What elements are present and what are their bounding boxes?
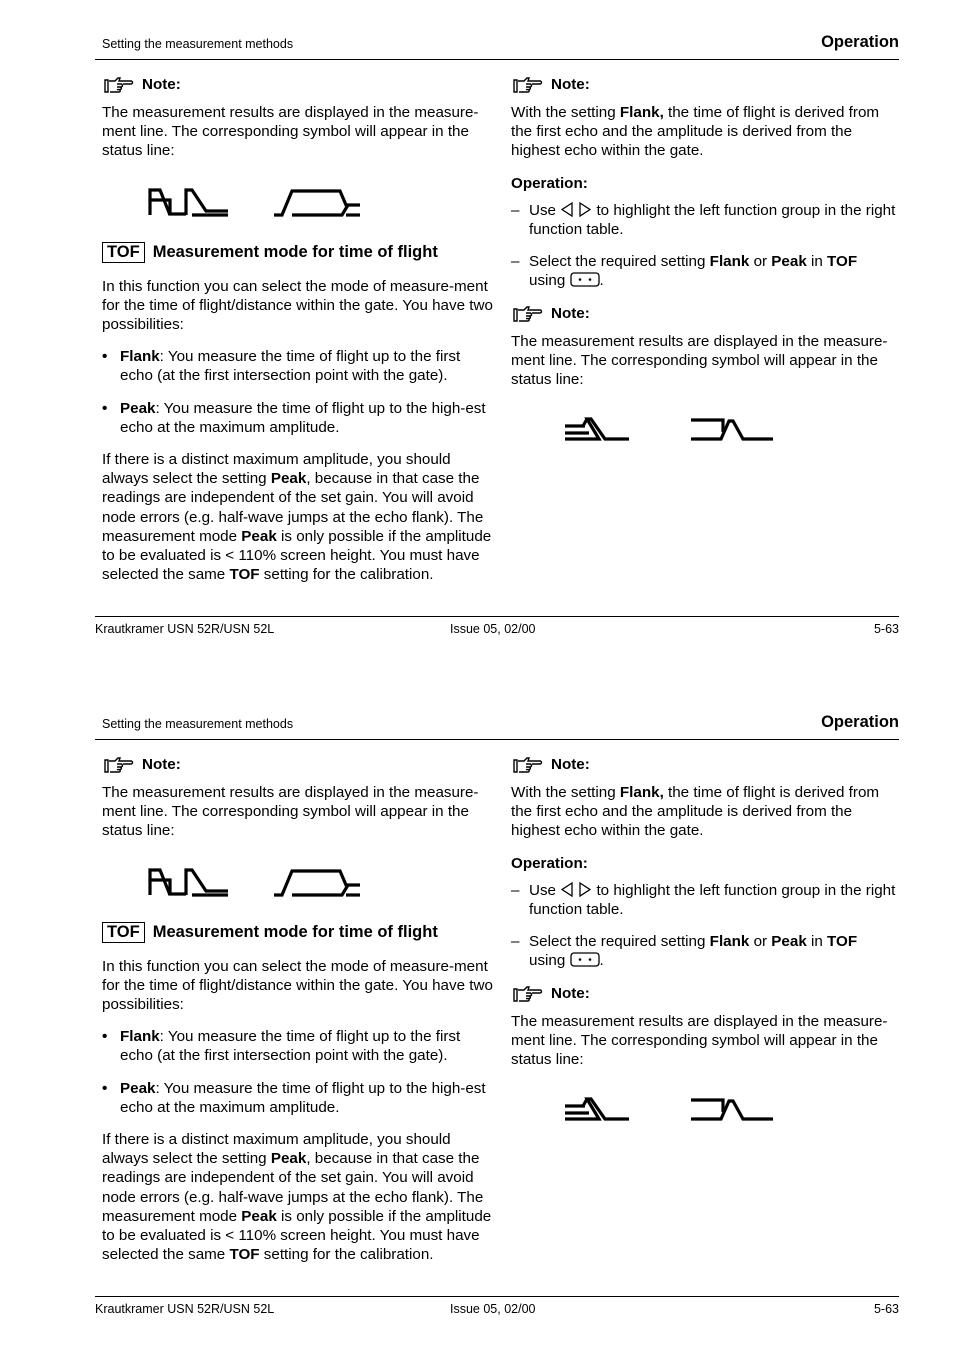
bold-run: TOF (229, 1246, 260, 1264)
pointing-hand-icon (104, 76, 136, 94)
term: Peak (120, 399, 156, 417)
bold-run: TOF (229, 566, 260, 584)
list-item-text (120, 1079, 494, 1117)
left-column (102, 755, 494, 1277)
tof-function-badge: TOF (102, 922, 145, 943)
left-right-arrow-keys-icon (560, 202, 592, 217)
text-run: using (529, 952, 570, 970)
text-run: With the setting (511, 784, 620, 801)
bold-run: Flank, (619, 104, 664, 121)
section-heading (102, 242, 494, 263)
list-item-text (120, 347, 494, 385)
note-heading (511, 304, 903, 324)
bullet-mark: • (102, 1028, 108, 1046)
flank-tof-symbol-icon (563, 410, 633, 442)
text-run: Use (529, 201, 561, 219)
dash-mark: – (511, 933, 520, 951)
pointing-hand-icon (513, 985, 545, 1003)
footer-page-number: 5-63 (873, 622, 899, 636)
text-run: If there is a distinct maximum amplitude, you should always select the setting (102, 451, 451, 488)
intro-paragraph: In this function you can select the mode of measure-ment for the time of flight/distance within the gate. You have two possibilities: (102, 957, 493, 1014)
definition: : You measure the time of flight up to the first echo (at the first intersection point with the gate). (120, 1028, 461, 1065)
select-key-icon (570, 272, 600, 287)
intro-paragraph: In this function you can select the mode of measure-ment for the time of flight/distance within the gate. You have two possibilities: (102, 277, 493, 334)
operation-step (511, 201, 903, 239)
status-symbols (102, 854, 494, 898)
text-run: to highlight the left function group in the right function table. (529, 881, 896, 919)
running-header-section: Setting the measurement methods (102, 37, 294, 51)
text-run: using (529, 272, 570, 290)
flank-amplitude-symbol-icon (148, 184, 232, 218)
bold-run: Flank (709, 253, 750, 271)
right-column (511, 75, 903, 466)
operation-step (511, 932, 903, 970)
bold-run: Peak (771, 253, 807, 271)
term: Flank (120, 348, 160, 366)
bold-run: Peak (241, 1207, 277, 1225)
footer-rule (95, 616, 899, 617)
bold-run: Flank, (619, 784, 664, 801)
note-label: Note: (551, 305, 590, 323)
manual-page (0, 680, 954, 1355)
list-item (102, 1079, 494, 1117)
tof-function-badge: TOF (102, 242, 145, 263)
operation-step (511, 252, 903, 290)
select-key-icon (570, 952, 600, 967)
pointing-hand-icon (513, 305, 545, 323)
list-item-text (120, 399, 494, 437)
pointing-hand-icon (513, 756, 545, 774)
right-column (511, 755, 903, 1146)
pointing-hand-icon (513, 76, 545, 94)
list-item (102, 347, 494, 385)
dash-mark: – (511, 253, 520, 271)
text-run: setting for the calibration. (259, 566, 434, 584)
section-heading (102, 922, 494, 943)
text-run: or (749, 253, 772, 271)
peak-amplitude-symbol-icon (272, 864, 362, 898)
note-label: Note: (551, 76, 590, 94)
status-symbols (102, 174, 494, 218)
footer-issue: Issue 05, 02/00 (450, 1302, 536, 1316)
text-run: to highlight the left function group in the right function table. (529, 201, 896, 239)
text-run: Select the required setting (529, 933, 710, 951)
status-symbols (511, 402, 903, 442)
definition: : You measure the time of flight up to the high-est echo at the maximum amplitude. (120, 1079, 486, 1116)
dash-mark: – (511, 201, 520, 219)
footer-page-number: 5-63 (873, 1302, 899, 1316)
flank-amplitude-symbol-icon (148, 864, 232, 898)
text-run: . (599, 272, 604, 290)
bold-run: Peak (270, 470, 307, 488)
bold-run: TOF (827, 253, 858, 271)
bold-run: Peak (241, 527, 277, 545)
footer-rule (95, 1296, 899, 1297)
note-text: The measurement results are displayed in the measure-ment line. The corresponding symbol will appear in the status line: (102, 104, 479, 160)
peak-amplitude-symbol-icon (272, 184, 362, 218)
header-rule (95, 739, 899, 740)
text-run: , because in that case the readings are independent of the set gain. You will avoid node errors (e.g. half-wave jumps at the echo flank). The measurement mode (102, 1150, 484, 1225)
note-text: The measurement results are displayed in the measure-ment line. The corresponding symbol will appear in the status line: (511, 332, 888, 389)
text-run: setting for the calibration. (259, 1246, 434, 1264)
list-item (102, 399, 494, 437)
peak-tof-symbol-icon (689, 1090, 775, 1122)
text-run: the time of flight is derived from the first echo and the amplitude is derived from the highest echo within the gate. (511, 104, 880, 160)
term: Flank (120, 1028, 160, 1046)
flank-note-text (511, 783, 903, 841)
text-run: Use (529, 881, 561, 899)
bold-run: Flank (709, 933, 750, 951)
text-run: in (806, 933, 828, 951)
note-label: Note: (551, 985, 590, 1003)
text-run: , because in that case the readings are independent of the set gain. You will avoid node errors (e.g. half-wave jumps at the echo flank). The measurement mode (102, 470, 484, 545)
note-heading (102, 75, 494, 95)
definition: : You measure the time of flight up to the first echo (at the first intersection point with the gate). (120, 348, 461, 385)
bold-run: Peak (771, 933, 807, 951)
running-header-section: Setting the measurement methods (102, 717, 294, 731)
operation-heading: Operation: (511, 174, 588, 192)
note-text: The measurement results are displayed in the measure-ment line. The corresponding symbol will appear in the status line: (102, 784, 479, 840)
flank-tof-symbol-icon (563, 1090, 633, 1122)
text-run: the time of flight is derived from the first echo and the amplitude is derived from the highest echo within the gate. (511, 784, 880, 840)
list-item-text (120, 1027, 494, 1065)
text-run: . (599, 952, 604, 970)
text-run: With the setting (511, 104, 620, 121)
advice-paragraph (102, 450, 494, 584)
operation-heading: Operation: (511, 854, 588, 872)
operation-step (511, 881, 903, 919)
step-text (529, 252, 857, 290)
section-title: Measurement mode for time of flight (152, 922, 438, 941)
pointing-hand-icon (104, 756, 136, 774)
running-header-chapter: Operation (821, 33, 899, 51)
text-run: is only possible if the amplitude to be evaluated is < 110% screen height. You must have selected the same (102, 527, 492, 584)
bold-run: TOF (827, 933, 858, 951)
definition: : You measure the time of flight up to the high-est echo at the maximum amplitude. (120, 399, 486, 436)
footer-issue: Issue 05, 02/00 (450, 622, 536, 636)
step-text (529, 881, 903, 919)
text-run: or (749, 933, 772, 951)
note-heading (511, 984, 903, 1004)
peak-tof-symbol-icon (689, 410, 775, 442)
left-right-arrow-keys-icon (560, 882, 592, 897)
bullet-mark: • (102, 1079, 108, 1097)
running-header-chapter: Operation (821, 713, 899, 731)
list-item (102, 1027, 494, 1065)
step-text (529, 932, 857, 970)
note-heading (511, 75, 903, 95)
header-rule (95, 59, 899, 60)
text-run: is only possible if the amplitude to be evaluated is < 110% screen height. You must have selected the same (102, 1207, 492, 1264)
footer-product: Krautkramer USN 52R/USN 52L (95, 622, 275, 636)
bullet-mark: • (102, 399, 108, 417)
footer-product: Krautkramer USN 52R/USN 52L (95, 1302, 275, 1316)
term: Peak (120, 1079, 156, 1097)
text-run: Select the required setting (529, 253, 710, 271)
text-run: in (806, 253, 828, 271)
note-label: Note: (142, 756, 181, 774)
section-title: Measurement mode for time of flight (152, 242, 438, 261)
text-run: If there is a distinct maximum amplitude, you should always select the setting (102, 1131, 451, 1168)
note-heading (511, 755, 903, 775)
bold-run: Peak (270, 1150, 307, 1168)
dash-mark: – (511, 881, 520, 899)
step-text (529, 201, 903, 239)
advice-paragraph (102, 1130, 494, 1264)
note-label: Note: (551, 756, 590, 774)
note-heading (102, 755, 494, 775)
note-text: The measurement results are displayed in the measure-ment line. The corresponding symbol will appear in the status line: (511, 1012, 888, 1069)
left-column (102, 75, 494, 597)
status-symbols (511, 1082, 903, 1122)
bullet-mark: • (102, 348, 108, 366)
flank-note-text (511, 103, 903, 161)
manual-page (0, 0, 954, 675)
note-label: Note: (142, 76, 181, 94)
